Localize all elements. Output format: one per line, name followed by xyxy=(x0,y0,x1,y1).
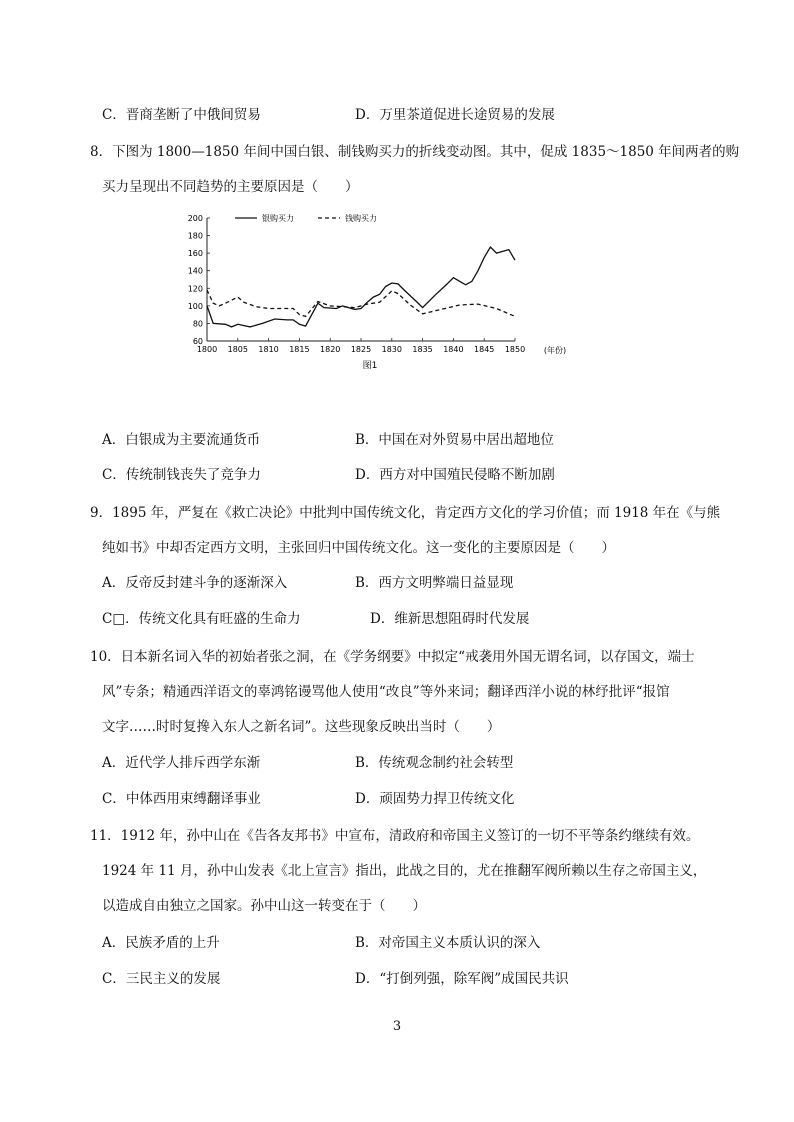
x-tick-label: 1820 xyxy=(320,345,341,354)
x-tick-label: 1800 xyxy=(196,345,218,354)
chart-x-ticks xyxy=(197,338,525,354)
q9-option-c: C□．传统文化具有旺盛的生命力 xyxy=(102,611,301,627)
y-tick-label: 80 xyxy=(192,319,203,329)
chart-svg xyxy=(180,208,570,378)
copper-cash-power-line xyxy=(207,290,515,316)
x-tick-label: 1850 xyxy=(504,345,526,354)
q11-stem-line3: 以造成自由独立之国家。孙中山这一转变在于（ ） xyxy=(102,898,426,914)
y-tick-label: 120 xyxy=(187,284,203,294)
y-tick-label: 160 xyxy=(187,249,203,259)
q8-option-b: B．中国在对外贸易中居出超地位 xyxy=(355,432,554,448)
x-tick-label: 1810 xyxy=(258,345,279,354)
q7-option-c: C．晋商垄断了中俄间贸易 xyxy=(102,107,261,123)
q9-option-d: D．维新思想阻碍时代发展 xyxy=(370,611,530,627)
q8-option-a: A．白银成为主要流通货币 xyxy=(102,432,261,448)
q10-stem-line2: 风”专条；精通西洋语文的辜鸿铭谩骂他人使用“改良”等外来词；翻译西洋小说的林纾批评“报馆 xyxy=(102,684,670,700)
q10-option-c: C．中体西用束缚翻译事业 xyxy=(102,791,261,807)
x-tick-label: 1830 xyxy=(381,345,402,354)
legend-cash-label: 钱购买力 xyxy=(345,214,377,223)
chart-axes xyxy=(207,218,515,341)
q11-option-d: D．“打倒列强，除军阀”成国民共识 xyxy=(355,971,569,987)
q8-stem-line1: 8．下图为 1800—1850 年间中国白银、制钱购买力的折线变动图。其中，促成 1835～1850 年间两者的购 xyxy=(90,144,740,160)
chart-series xyxy=(207,247,515,327)
y-tick-label: 200 xyxy=(187,214,203,223)
x-tick-label: 1835 xyxy=(412,345,433,354)
q9-option-b: B．西方文明弊端日益显现 xyxy=(355,575,514,591)
q11-stem-line2: 1924 年 11 月，孙中山发表《北上宣言》指出，此战之目的，尤在推翻军阀所赖以生存之帝国主义， xyxy=(102,863,707,879)
q11-option-b: B．对帝国主义本质认识的深入 xyxy=(355,935,541,951)
chart-title: 图1 xyxy=(362,361,378,371)
q11-option-a: A．民族矛盾的上升 xyxy=(102,935,220,951)
x-tick-label: 1815 xyxy=(289,345,310,354)
y-tick-label: 100 xyxy=(187,301,203,311)
q8-stem-line2: 买力呈现出不同趋势的主要原因是（ ） xyxy=(102,179,359,195)
x-tick-label: 1845 xyxy=(474,345,495,354)
q10-stem-line1: 10．日本新名词入华的初始者张之洞，在《学务纲要》中拟定“戒袭用外国无谓名词，以存国文，端士 xyxy=(90,649,695,665)
q9-stem-line2: 纯如书》中却否定西方文明，主张回归中国传统文化。这一变化的主要原因是（ ） xyxy=(102,540,615,556)
x-tick-label: 1840 xyxy=(443,345,464,354)
y-tick-label: 180 xyxy=(187,231,203,241)
silver-power-line xyxy=(207,247,515,327)
y-tick-label: 140 xyxy=(187,266,203,276)
chart-legend xyxy=(235,213,377,223)
x-tick-label: 1805 xyxy=(227,345,248,354)
q10-stem-line3: 文字……时时复搀入东人之新名词”。这些现象反映出当时（ ） xyxy=(102,719,501,735)
q10-option-a: A．近代学人排斥西学东渐 xyxy=(102,755,261,771)
legend-silver-label: 银购买力 xyxy=(262,214,294,223)
q9-stem-line1: 9．1895 年，严复在《救亡决论》中批判中国传统文化，肯定西方文化的学习价值；而 1918 年在《与熊 xyxy=(90,505,721,521)
x-tick-label: 1825 xyxy=(350,345,372,354)
q10-option-b: B．传统观念制约社会转型 xyxy=(355,755,514,771)
q8-option-c: C．传统制钱丧失了竞争力 xyxy=(102,467,261,483)
chart-x-label: (年份) xyxy=(543,346,567,355)
q11-stem-line1: 11．1912 年，孙中山在《告各友邦书》中宣布，清政府和帝国主义签订的一切不平等条约继续有效。 xyxy=(90,828,700,844)
q9-option-a: A．反帝反封建斗争的逐渐深入 xyxy=(102,575,288,591)
q8-option-d: D．西方对中国殖民侵略不断加剧 xyxy=(355,467,555,483)
q8-chart xyxy=(180,208,570,378)
y-tick-label: 60 xyxy=(192,337,203,346)
q10-option-d: D．顽固势力捍卫传统文化 xyxy=(355,791,515,807)
page-number: 3 xyxy=(392,1019,402,1034)
q11-option-c: C．三民主义的发展 xyxy=(102,971,221,987)
q7-option-d: D．万里茶道促进长途贸易的发展 xyxy=(355,107,555,123)
